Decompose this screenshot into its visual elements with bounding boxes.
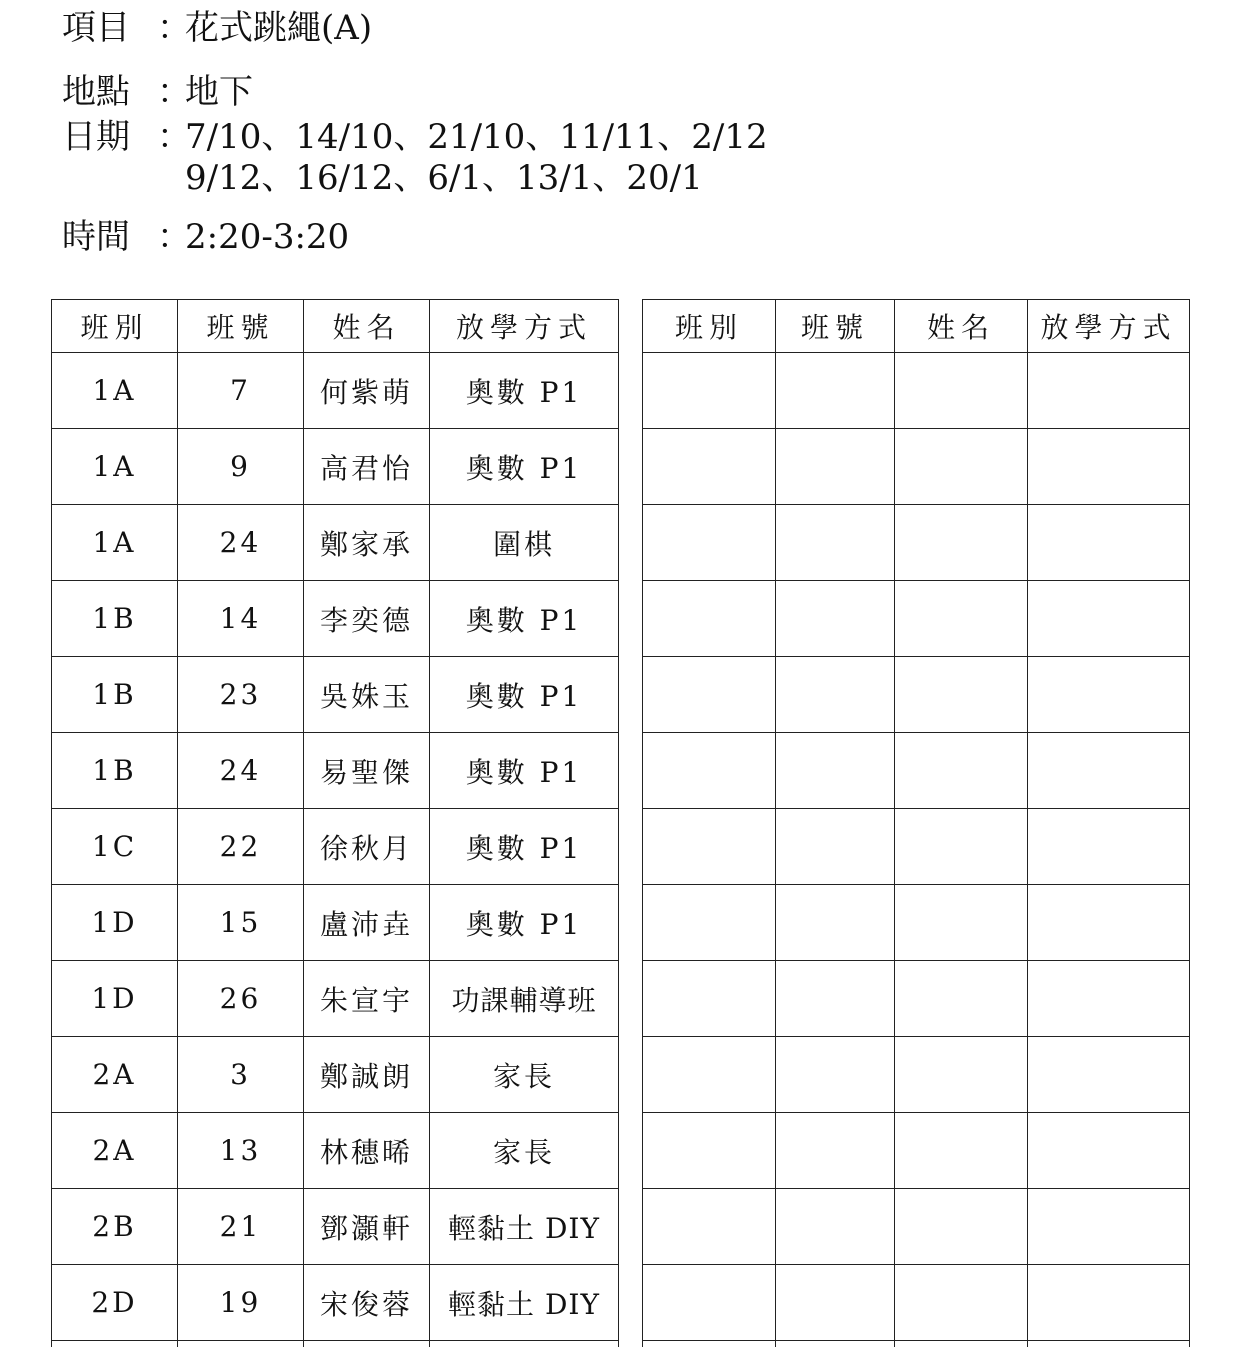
- table-row: [52, 1037, 619, 1113]
- col-name: 姓名: [895, 300, 1028, 353]
- cell-number: 26: [178, 961, 304, 1037]
- cell-empty: [776, 1037, 895, 1113]
- cell-dismissal: 家長: [430, 1113, 619, 1189]
- cell-name: 徐秋月: [304, 809, 430, 885]
- cell-name: 鄧灝軒: [304, 1189, 430, 1265]
- cell-empty: [895, 809, 1028, 885]
- col-number: 班號: [178, 300, 304, 353]
- cell-empty: [895, 581, 1028, 657]
- header-row: [52, 300, 619, 353]
- cell-empty: [1028, 733, 1190, 809]
- student-roster-table: [51, 299, 619, 1347]
- table-row: [643, 429, 1190, 505]
- blank-roster-table: [642, 299, 1190, 1347]
- cell-empty: [643, 809, 776, 885]
- table-row: [643, 505, 1190, 581]
- cell-empty: [776, 657, 895, 733]
- table-row: [52, 809, 619, 885]
- cell-empty: [776, 1113, 895, 1189]
- table-row: [643, 809, 1190, 885]
- dates-label: 日期: [62, 117, 157, 157]
- cell-class: 2A: [52, 1113, 178, 1189]
- info-time: [62, 217, 349, 257]
- cell-empty: [776, 505, 895, 581]
- cell-empty: [643, 733, 776, 809]
- cell-empty: [643, 1265, 776, 1341]
- table-row: [643, 733, 1190, 809]
- table-row-partial: [52, 1341, 619, 1347]
- cell-empty: [895, 961, 1028, 1037]
- dates-line-2: 9/12、16/12、6/1、13/1、20/1: [185, 158, 703, 198]
- cell-empty: [52, 1341, 178, 1347]
- cell-empty: [776, 733, 895, 809]
- cell-empty: [643, 1189, 776, 1265]
- cell-empty: [1028, 1341, 1190, 1347]
- cell-class: 1C: [52, 809, 178, 885]
- table-row: [643, 1037, 1190, 1113]
- cell-name: 易聖傑: [304, 733, 430, 809]
- time-value: 2:20-3:20: [185, 217, 349, 257]
- cell-dismissal: 功課輔導班: [430, 961, 619, 1037]
- table-row: [52, 581, 619, 657]
- cell-class: 1B: [52, 581, 178, 657]
- table-row: [643, 961, 1190, 1037]
- table-row: [52, 657, 619, 733]
- cell-empty: [643, 1113, 776, 1189]
- cell-name: 何紫萌: [304, 353, 430, 429]
- cell-empty: [895, 733, 1028, 809]
- info-dates-cont: [185, 158, 703, 198]
- col-class: 班別: [643, 300, 776, 353]
- cell-class: 2B: [52, 1189, 178, 1265]
- table-row: [52, 733, 619, 809]
- cell-dismissal: 奧數 P1: [430, 657, 619, 733]
- info-item: [62, 8, 372, 48]
- cell-dismissal: 圍棋: [430, 505, 619, 581]
- cell-empty: [895, 1113, 1028, 1189]
- header-row: [643, 300, 1190, 353]
- time-label: 時間: [62, 217, 157, 257]
- table-row: [643, 1265, 1190, 1341]
- cell-empty: [1028, 353, 1190, 429]
- cell-dismissal: 奧數 P1: [430, 353, 619, 429]
- cell-empty: [1028, 1113, 1190, 1189]
- table-row: [52, 885, 619, 961]
- col-class: 班別: [52, 300, 178, 353]
- cell-empty: [776, 809, 895, 885]
- table-row: [643, 353, 1190, 429]
- cell-empty: [1028, 961, 1190, 1037]
- cell-empty: [643, 581, 776, 657]
- cell-empty: [776, 1189, 895, 1265]
- cell-empty: [776, 429, 895, 505]
- cell-empty: [776, 581, 895, 657]
- cell-empty: [1028, 885, 1190, 961]
- cell-name: 宋俊蓉: [304, 1265, 430, 1341]
- cell-empty: [895, 885, 1028, 961]
- cell-name: 盧沛垚: [304, 885, 430, 961]
- cell-empty: [776, 885, 895, 961]
- cell-empty: [304, 1341, 430, 1347]
- col-number: 班號: [776, 300, 895, 353]
- cell-empty: [643, 429, 776, 505]
- cell-dismissal: 奧數 P1: [430, 733, 619, 809]
- cell-number: 19: [178, 1265, 304, 1341]
- table-row: [643, 885, 1190, 961]
- cell-number: 24: [178, 733, 304, 809]
- cell-number: 3: [178, 1037, 304, 1113]
- cell-dismissal: 輕黏土 DIY: [430, 1265, 619, 1341]
- dates-line-1: 7/10、14/10、21/10、11/11、2/12: [185, 117, 768, 157]
- cell-name: 吳姝玉: [304, 657, 430, 733]
- cell-empty: [643, 657, 776, 733]
- cell-empty: [643, 353, 776, 429]
- table-row-partial: [643, 1341, 1190, 1347]
- cell-empty: [895, 505, 1028, 581]
- cell-number: 9: [178, 429, 304, 505]
- table-row: [52, 1113, 619, 1189]
- cell-empty: [895, 1265, 1028, 1341]
- cell-empty: [643, 961, 776, 1037]
- cell-empty: [895, 353, 1028, 429]
- cell-empty: [895, 1341, 1028, 1347]
- cell-empty: [776, 1265, 895, 1341]
- cell-empty: [895, 1037, 1028, 1113]
- location-colon: ：: [157, 72, 185, 112]
- cell-dismissal: 奧數 P1: [430, 809, 619, 885]
- cell-empty: [1028, 429, 1190, 505]
- cell-empty: [895, 429, 1028, 505]
- table-row: [52, 505, 619, 581]
- cell-empty: [178, 1341, 304, 1347]
- cell-empty: [776, 353, 895, 429]
- cell-dismissal: 奧數 P1: [430, 429, 619, 505]
- item-colon: ：: [157, 8, 185, 48]
- dates-colon: ：: [157, 117, 185, 157]
- location-value: 地下: [185, 72, 253, 112]
- cell-number: 14: [178, 581, 304, 657]
- cell-class: 1D: [52, 961, 178, 1037]
- cell-name: 李奕德: [304, 581, 430, 657]
- cell-empty: [895, 1189, 1028, 1265]
- cell-empty: [1028, 1189, 1190, 1265]
- table-row: [52, 961, 619, 1037]
- cell-number: 13: [178, 1113, 304, 1189]
- cell-number: 15: [178, 885, 304, 961]
- cell-class: 1A: [52, 505, 178, 581]
- table-row: [643, 581, 1190, 657]
- cell-empty: [1028, 1265, 1190, 1341]
- cell-dismissal: 輕黏土 DIY: [430, 1189, 619, 1265]
- cell-class: 2A: [52, 1037, 178, 1113]
- table-row: [643, 1113, 1190, 1189]
- cell-empty: [895, 657, 1028, 733]
- cell-name: 鄭家承: [304, 505, 430, 581]
- time-colon: ：: [157, 217, 185, 257]
- cell-name: 高君怡: [304, 429, 430, 505]
- col-dismissal: 放學方式: [430, 300, 619, 353]
- cell-number: 24: [178, 505, 304, 581]
- cell-class: 1D: [52, 885, 178, 961]
- table-row: [643, 657, 1190, 733]
- cell-empty: [776, 1341, 895, 1347]
- cell-dismissal: 奧數 P1: [430, 581, 619, 657]
- cell-class: 1A: [52, 353, 178, 429]
- cell-class: 1B: [52, 733, 178, 809]
- col-name: 姓名: [304, 300, 430, 353]
- cell-empty: [1028, 809, 1190, 885]
- cell-empty: [1028, 581, 1190, 657]
- cell-empty: [1028, 1037, 1190, 1113]
- cell-empty: [643, 1341, 776, 1347]
- cell-empty: [643, 505, 776, 581]
- info-location: [62, 72, 253, 112]
- table-row: [52, 1265, 619, 1341]
- table-row: [643, 1189, 1190, 1265]
- cell-empty: [430, 1341, 619, 1347]
- cell-number: 21: [178, 1189, 304, 1265]
- cell-class: 1B: [52, 657, 178, 733]
- cell-name: 林穗晞: [304, 1113, 430, 1189]
- cell-empty: [776, 961, 895, 1037]
- cell-empty: [643, 1037, 776, 1113]
- item-value: 花式跳繩(A): [185, 8, 372, 48]
- col-dismissal: 放學方式: [1028, 300, 1190, 353]
- cell-number: 23: [178, 657, 304, 733]
- cell-empty: [643, 885, 776, 961]
- item-label: 項目: [62, 8, 157, 48]
- cell-number: 22: [178, 809, 304, 885]
- cell-class: 2D: [52, 1265, 178, 1341]
- cell-number: 7: [178, 353, 304, 429]
- cell-empty: [1028, 505, 1190, 581]
- table-row: [52, 1189, 619, 1265]
- table-row: [52, 353, 619, 429]
- cell-dismissal: 奧數 P1: [430, 885, 619, 961]
- table-row: [52, 429, 619, 505]
- cell-name: 鄭誠朗: [304, 1037, 430, 1113]
- info-dates: [62, 117, 768, 157]
- cell-empty: [1028, 657, 1190, 733]
- location-label: 地點: [62, 72, 157, 112]
- cell-dismissal: 家長: [430, 1037, 619, 1113]
- cell-class: 1A: [52, 429, 178, 505]
- cell-name: 朱宣宇: [304, 961, 430, 1037]
